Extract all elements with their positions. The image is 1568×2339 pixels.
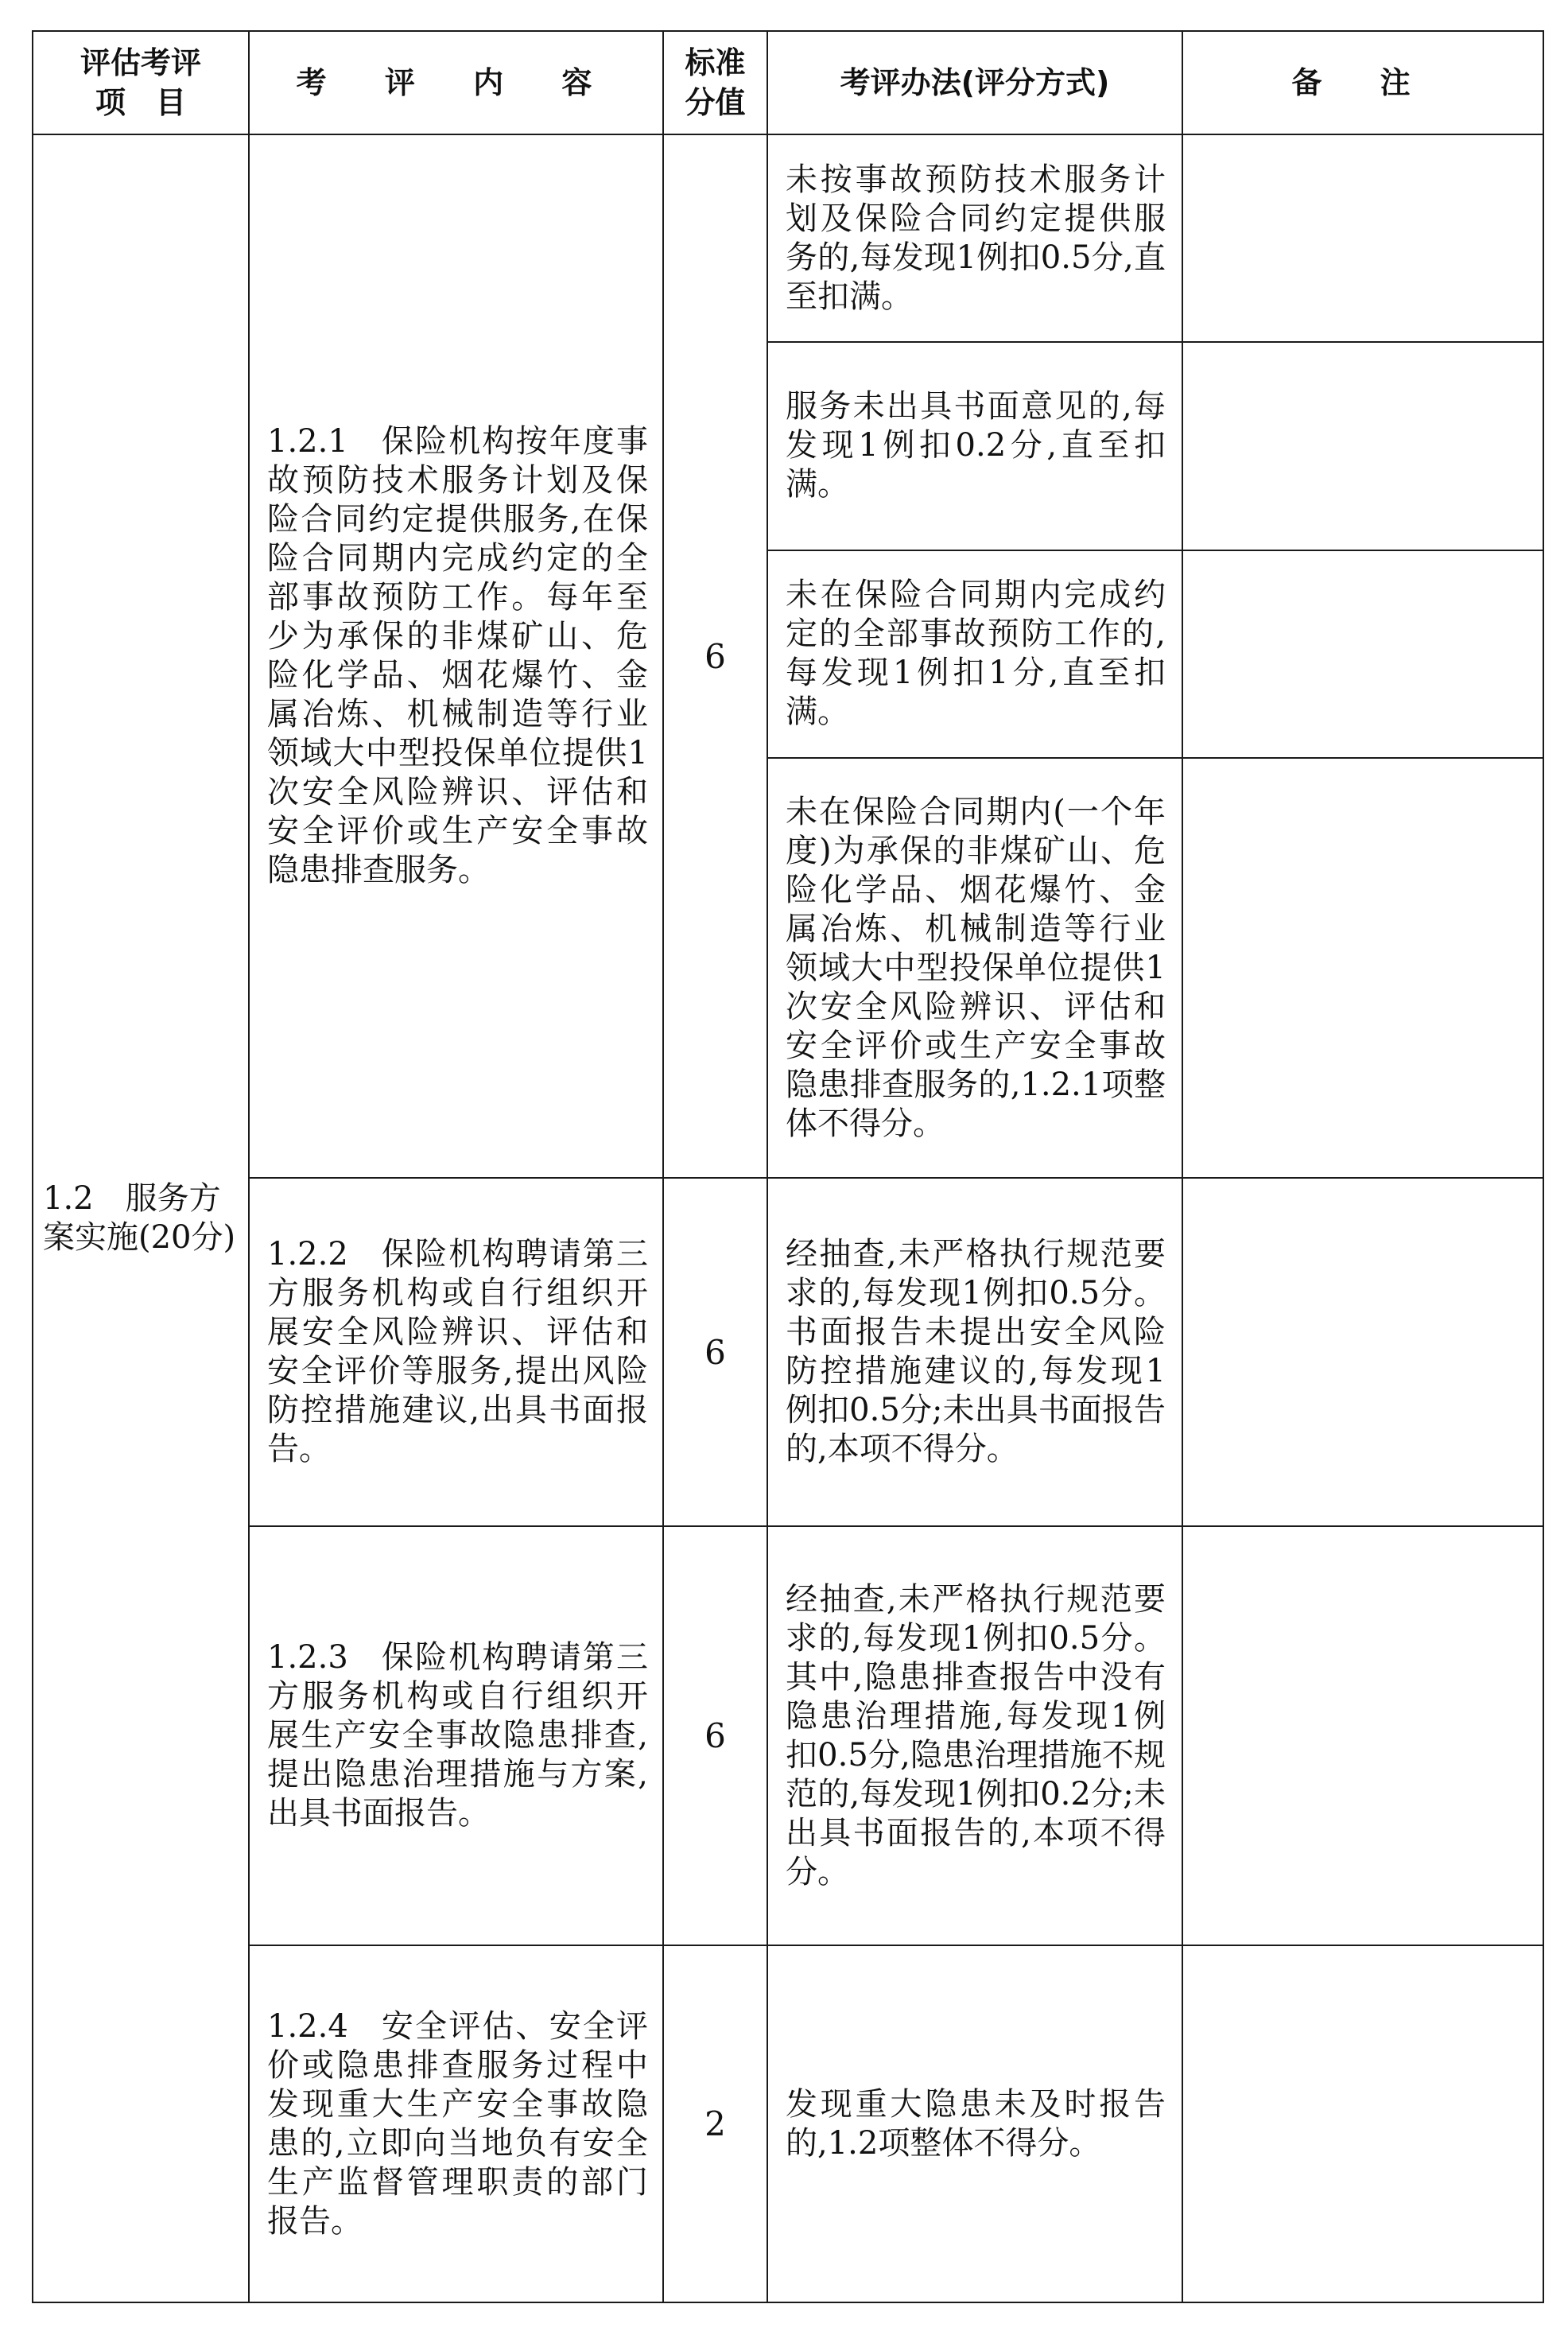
criterion-code: 1.2.3 <box>267 1639 348 1677</box>
criterion-text: 安全评估、安全评价或隐患排查服务过程中发现重大生产安全事故隐患的,立即向当地负有安全生产监督管理职责的部门报告。 <box>267 2007 648 2240</box>
method-cell: 未在保险合同期内(一个年度)为承保的非煤矿山、危险化学品、烟花爆竹、金属冶炼、机械制造等行业领域大中型投保单位提供1次安全风险辨识、评估和安全评价或生产安全事故隐患排查服务的,1.2.1项整体不得分。 <box>767 758 1182 1179</box>
criterion-code: 1.2.2 <box>267 1236 348 1273</box>
method-cell: 未按事故预防技术服务计划及保险合同约定提供服务的,每发现1例扣0.5分,直至扣满。 <box>767 134 1182 342</box>
score-cell: 6 <box>663 1526 767 1946</box>
content-cell <box>249 134 663 1178</box>
header-item: 评估考评 项 目 <box>33 31 249 134</box>
criterion-text: 保险机构聘请第三方服务机构或自行组织开展安全风险辨识、评估和安全评价等服务,提出风险防控措施建议,出具书面报告。 <box>267 1236 648 1468</box>
table-row <box>33 134 1543 342</box>
header-note: 备 注 <box>1182 31 1543 134</box>
header-row <box>33 31 1543 134</box>
criterion-text: 保险机构按年度事故预防技术服务计划及保险合同约定提供服务,在保险合同期内完成约定的全部事故预防工作。每年至少为承保的非煤矿山、危险化学品、烟花爆竹、金属冶炼、机械制造等行业领域大中型投保单位提供1次安全风险辨识、评估和安全评价或生产安全事故隐患排查服务。 <box>267 423 648 889</box>
criterion-text: 保险机构聘请第三方服务机构或自行组织开展生产安全事故隐患排查,提出隐患治理措施与方案,出具书面报告。 <box>267 1639 648 1832</box>
header-content: 考 评 内 容 <box>249 31 663 134</box>
header-score: 标准 分值 <box>663 31 767 134</box>
note-cell <box>1182 134 1543 342</box>
score-cell: 6 <box>663 1178 767 1525</box>
criterion-code: 1.2.1 <box>267 423 348 460</box>
note-cell <box>1182 758 1543 1179</box>
method-cell: 经抽查,未严格执行规范要求的,每发现1例扣0.5分。其中,隐患排查报告中没有隐患治理措施,每发现1例扣0.5分,隐患治理措施不规范的,每发现1例扣0.2分;未出具书面报告的,本项不得分。 <box>767 1526 1182 1946</box>
note-cell <box>1182 1526 1543 1946</box>
table-row <box>33 1526 1543 1946</box>
method-cell: 未在保险合同期内完成约定的全部事故预防工作的,每发现1例扣1分,直至扣满。 <box>767 550 1182 758</box>
header-method: 考评办法(评分方式) <box>767 31 1182 134</box>
table-row <box>33 1178 1543 1525</box>
method-cell: 服务未出具书面意见的,每发现1例扣0.2分,直至扣满。 <box>767 342 1182 550</box>
note-cell <box>1182 1178 1543 1525</box>
evaluation-table <box>32 30 1544 2303</box>
criterion-code: 1.2.4 <box>267 2007 348 2045</box>
content-cell <box>249 1526 663 1946</box>
content-cell <box>249 1945 663 2302</box>
note-cell <box>1182 342 1543 550</box>
table-row <box>33 1945 1543 2302</box>
item-cell: 1.2 服务方案实施(20分) <box>33 134 249 2302</box>
method-cell: 发现重大隐患未及时报告的,1.2项整体不得分。 <box>767 1945 1182 2302</box>
method-cell: 经抽查,未严格执行规范要求的,每发现1例扣0.5分。书面报告未提出安全风险防控措施建议的,每发现1例扣0.5分;未出具书面报告的,本项不得分。 <box>767 1178 1182 1525</box>
note-cell <box>1182 1945 1543 2302</box>
score-cell: 2 <box>663 1945 767 2302</box>
note-cell <box>1182 550 1543 758</box>
score-cell: 6 <box>663 134 767 1178</box>
content-cell <box>249 1178 663 1525</box>
